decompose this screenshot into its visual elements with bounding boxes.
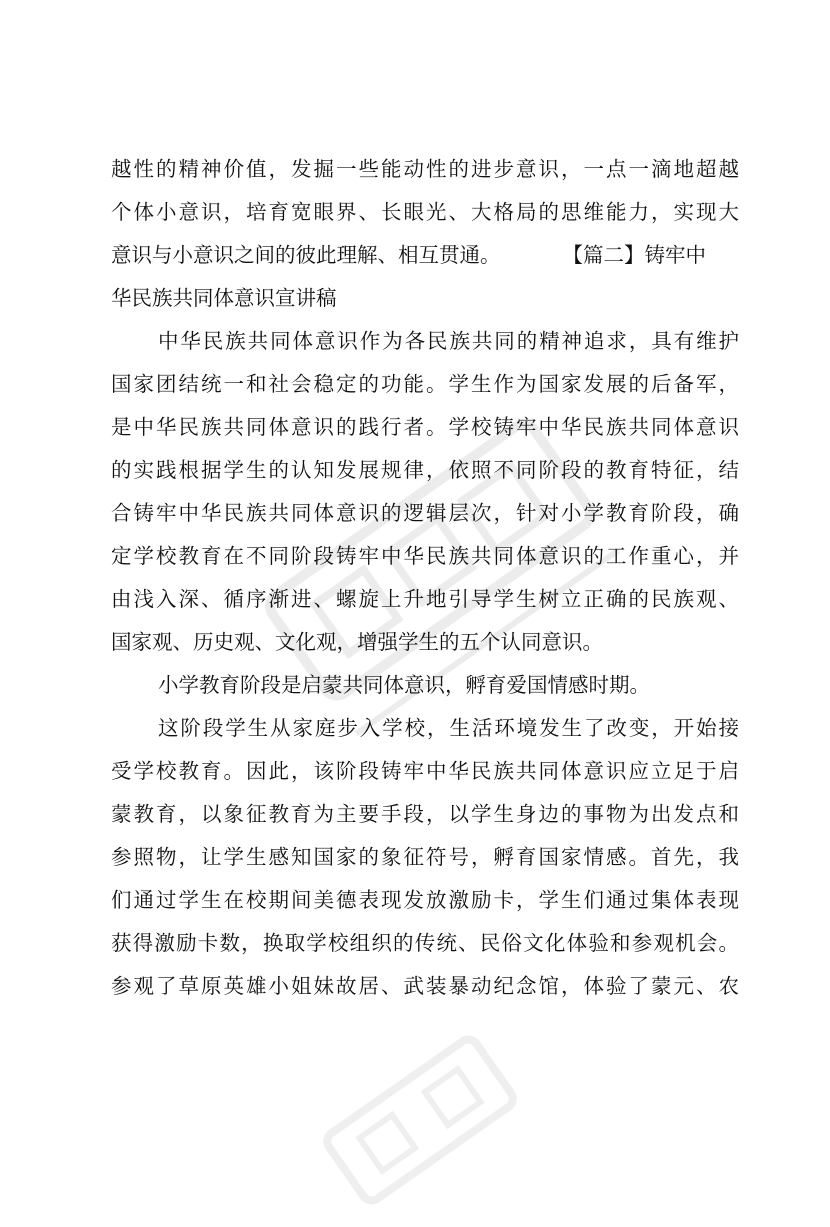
text-line-15: 受学校教育。因此，该阶段铸牢中华民族共同体意识应立足于启 — [111, 759, 739, 783]
text-line-13: 小学教育阶段是启蒙共同体意识，孵育爱国情感时期。 — [158, 673, 650, 697]
paragraph-end: 意识与小意识之间的彼此理解、相互贯通。 — [111, 243, 501, 267]
text-line-10: 定学校教育在不同阶段铸牢中华民族共同体意识的工作重心，并 — [111, 544, 739, 568]
text-line-8: 的实践根据学生的认知发展规律，依照不同阶段的教育特征，结 — [111, 458, 739, 482]
section-heading-continuation: 华民族共同体意识宣讲稿 — [111, 286, 337, 310]
text-line-3 — [111, 234, 739, 277]
text-line-19: 获得激励卡数，换取学校组织的传统、民俗文化体验和参观机会。 — [111, 931, 739, 955]
text-line-16: 蒙教育，以象征教育为主要手段，以学生身边的事物为出发点和 — [111, 802, 739, 826]
document-body — [111, 148, 739, 1008]
text-line-2: 个体小意识，培育宽眼界、长眼光、大格局的思维能力，实现大 — [111, 200, 739, 224]
text-line-17: 参照物，让学生感知国家的象征符号，孵育国家情感。首先，我 — [111, 845, 739, 869]
text-line-14: 这阶段学生从家庭步入学校，生活环境发生了改变，开始接 — [158, 716, 739, 740]
text-line-12: 国家观、历史观、文化观，增强学生的五个认同意识。 — [111, 630, 603, 654]
text-line-1: 越性的精神价值，发掘一些能动性的进步意识，一点一滴地超越 — [111, 157, 739, 181]
text-line-5: 中华民族共同体意识作为各民族共同的精神追求，具有维护 — [158, 329, 739, 353]
text-line-9: 合铸牢中华民族共同体意识的逻辑层次，针对小学教育阶段，确 — [111, 501, 739, 525]
text-line-20: 参观了草原英雄小姐妹故居、武装暴动纪念馆，体验了蒙元、农 — [111, 974, 739, 998]
text-line-18: 们通过学生在校期间美德表现发放激励卡，学生们通过集体表现 — [111, 888, 739, 912]
text-line-11: 由浅入深、循序渐进、螺旋上升地引导学生树立正确的民族观、 — [111, 587, 739, 611]
section-heading-start: 【篇二】铸牢中 — [562, 243, 706, 267]
text-line-6: 国家团结统一和社会稳定的功能。学生作为国家发展的后备军， — [111, 372, 739, 396]
text-line-7: 是中华民族共同体意识的践行者。学校铸牢中华民族共同体意识 — [111, 415, 739, 439]
watermark-fragment-icon — [304, 1013, 537, 1226]
